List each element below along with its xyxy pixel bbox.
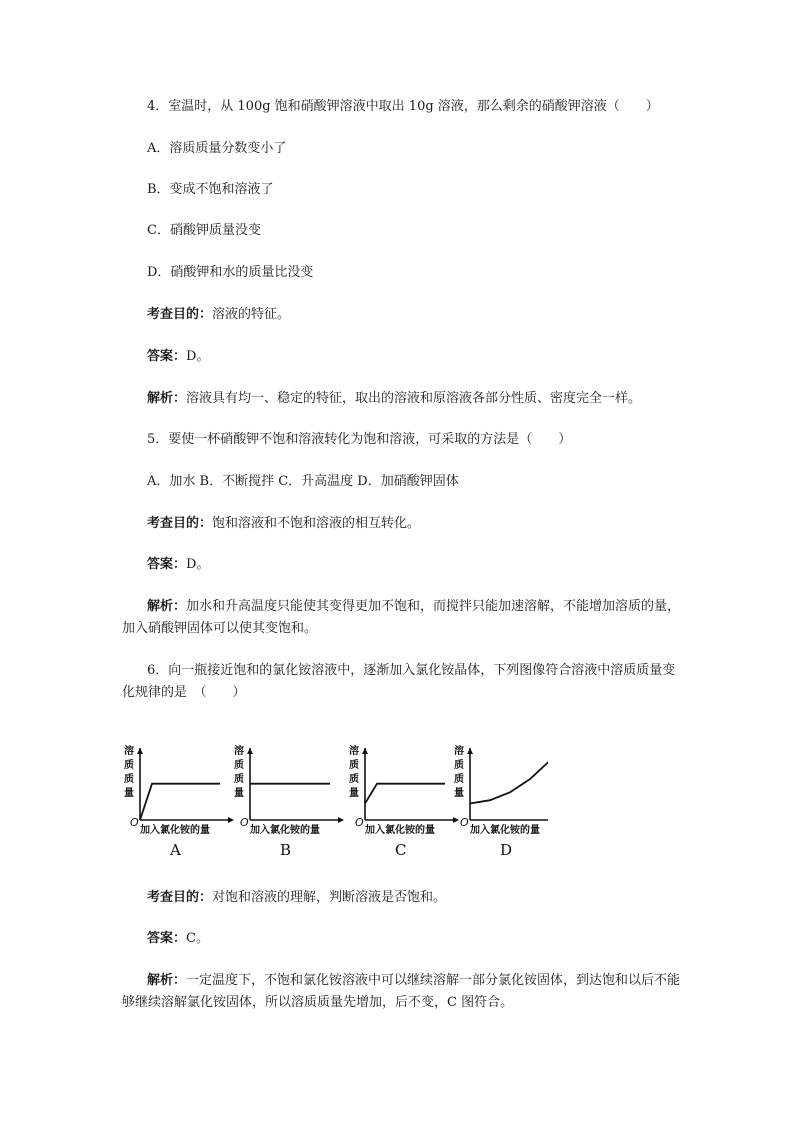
q4-purpose [147, 305, 290, 325]
y-axis-label: 质 [349, 760, 359, 771]
x-axis-arrow [228, 817, 234, 823]
analysis-label: 解析： [147, 973, 187, 988]
y-axis-label: 量 [124, 788, 134, 799]
y-axis-label: 质 [454, 774, 464, 785]
origin-label: O [355, 816, 364, 829]
q6-analysis [122, 970, 682, 1014]
series-line-a [140, 784, 220, 820]
answer-label: 答案： [147, 349, 187, 364]
purpose-text: 对饱和溶液的理解，判断溶液是否饱和。 [212, 890, 447, 905]
series-line-c [365, 784, 445, 804]
q5-options: A．加水 B．不断搅拌 C．升高温度 D．加硝酸钾固体 [147, 474, 459, 489]
q4-stem: 4．室温时，从 100g 饱和硝酸钾溶液中取出 10g 溶液，那么剩余的硝酸钾溶液（ ） [147, 99, 659, 114]
x-axis-arrow [338, 817, 344, 823]
q5-analysis [122, 596, 682, 640]
q6-stem: 6．向一瓶接近饱和的氯化铵溶液中，逐渐加入氯化铵晶体，下列图像符合溶液中溶质质量变化规律的是 （ ） [122, 663, 676, 700]
purpose-text: 饱和溶液和不饱和溶液的相互转化。 [212, 516, 421, 531]
x-axis-label: 加入氯化铵的量 [250, 825, 320, 836]
analysis-label: 解析： [147, 391, 187, 406]
q6-purpose [147, 888, 446, 908]
panel-label-b: B [280, 841, 292, 858]
series-line-d [470, 761, 548, 804]
analysis-text: 一定温度下，不饱和氯化铵溶液中可以继续溶解一部分氯化铵固体，到达饱和以后不能够继续溶解氯化铵固体，所以溶质质量先增加，后不变，C 图符合。 [122, 973, 681, 1010]
panel-label-c: C [395, 841, 407, 858]
purpose-label: 考查目的： [147, 516, 213, 531]
q5-answer [147, 555, 209, 575]
y-axis-label: 质 [124, 760, 134, 771]
q4-option-b: B．变成不饱和溶液了 [147, 182, 274, 197]
y-axis-label: 质 [349, 774, 359, 785]
answer-graphs [118, 738, 548, 858]
panel-label-d: D [500, 841, 513, 858]
y-axis-label: 质 [454, 760, 464, 771]
y-axis-label: 溶 [234, 746, 244, 757]
y-axis-label: 量 [234, 788, 244, 799]
origin-label: O [130, 816, 139, 829]
y-axis-label: 量 [454, 788, 464, 799]
analysis-text: 加水和升高温度只能使其变得更加不饱和，而搅拌只能加速溶解，不能增加溶质的量，加入硝酸钾固体可以使其变饱和。 [122, 599, 681, 636]
y-axis-label: 溶 [124, 746, 134, 757]
y-axis-label: 溶 [454, 746, 464, 757]
answer-label: 答案： [147, 931, 187, 946]
y-axis-arrow [247, 748, 253, 754]
analysis-text: 溶液具有均一、稳定的特征，取出的溶液和原溶液各部分性质、密度完全一样。 [186, 391, 642, 406]
answer-text: D。 [186, 557, 210, 572]
analysis-label: 解析： [147, 599, 187, 614]
purpose-label: 考查目的： [147, 307, 213, 322]
q4-option-d: D．硝酸钾和水的质量比没变 [147, 265, 314, 280]
answer-text: C。 [186, 931, 209, 946]
answer-label: 答案： [147, 557, 187, 572]
x-axis-label: 加入氯化铵的量 [470, 825, 540, 836]
graphs-svg [118, 738, 548, 858]
q4-option-c: C．硝酸钾质量没变 [147, 223, 261, 238]
purpose-label: 考查目的： [147, 890, 213, 905]
x-axis-label: 加入氯化铵的量 [140, 825, 210, 836]
y-axis-label: 量 [349, 788, 359, 799]
y-axis-label: 质 [234, 760, 244, 771]
origin-label: O [240, 816, 249, 829]
q5-stem: 5．要使一杯硝酸钾不饱和溶液转化为饱和溶液，可采取的方法是（ ） [147, 432, 572, 447]
q4-option-a: A．溶质质量分数变小了 [147, 141, 287, 156]
y-axis-arrow [137, 748, 143, 754]
x-axis-label: 加入氯化铵的量 [365, 825, 435, 836]
y-axis-label: 质 [234, 774, 244, 785]
q5-purpose [147, 514, 420, 534]
answer-text: D。 [186, 349, 210, 364]
q4-answer [147, 347, 209, 367]
y-axis-arrow [362, 748, 368, 754]
y-axis-arrow [467, 748, 473, 754]
y-axis-label: 质 [124, 774, 134, 785]
panel-label-a: A [170, 841, 181, 858]
x-axis-arrow [453, 817, 459, 823]
y-axis-label: 溶 [349, 746, 359, 757]
purpose-text: 溶液的特征。 [212, 307, 291, 322]
q4-analysis [147, 389, 641, 409]
q6-answer [147, 929, 209, 949]
origin-label: O [460, 816, 469, 829]
